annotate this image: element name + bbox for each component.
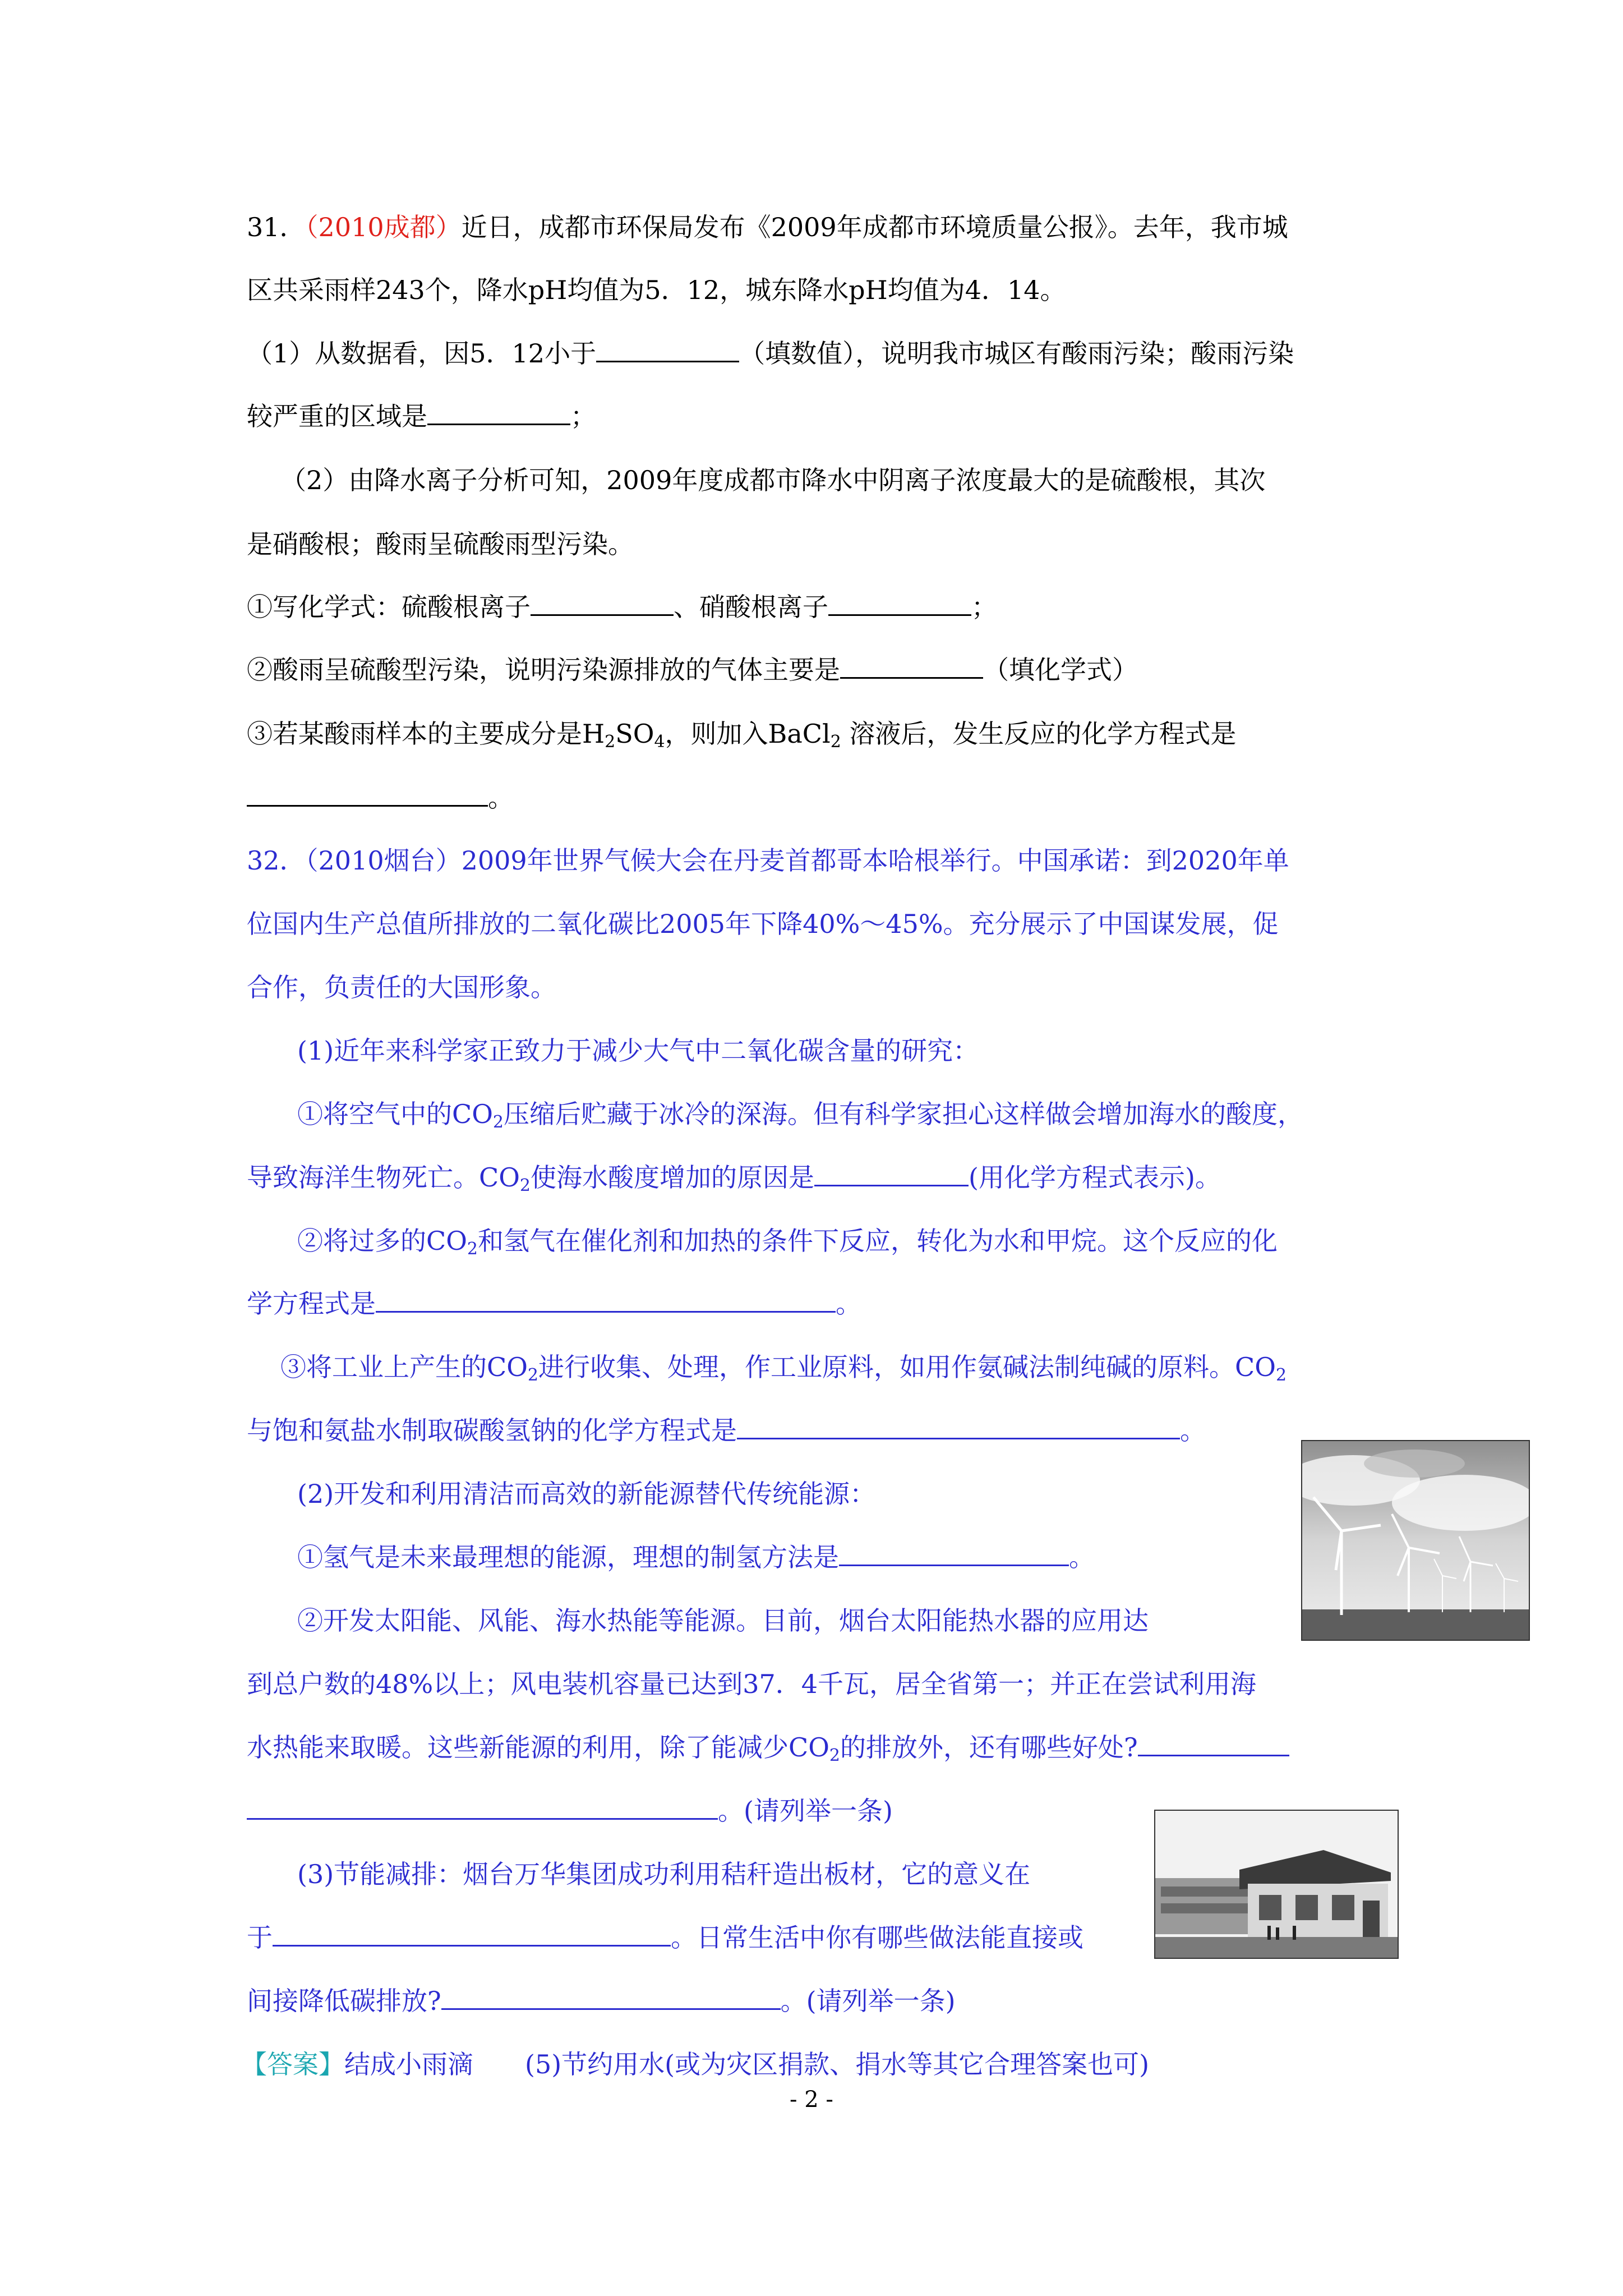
answer-blank[interactable] (376, 1289, 836, 1313)
q31-source: （2010成都） (305, 212, 462, 242)
wind-turbines-image (1302, 1441, 1529, 1640)
q31-line-8: ②酸雨呈硫酸型污染，说明污染源排放的气体主要是 （填化学式） (247, 655, 1138, 685)
answer-blank[interactable] (596, 338, 739, 362)
answer-blank[interactable] (839, 1542, 1069, 1566)
q32-line-13: ②开发太阳能、风能、海水热能等能源。目前，烟台太阳能热水器的应用达 (297, 1605, 1149, 1636)
wind-turbines-photo (1301, 1440, 1530, 1641)
answer-line: 【答案】结成小雨滴 (5)节约用水(或为灾区捐款、捐水等其它合理答案也可) (241, 2049, 1150, 2079)
answer-blank[interactable] (840, 655, 983, 679)
answer-blank[interactable] (531, 592, 674, 616)
q31-line-5: （2）由降水离子分析可知，2009年度成都市降水中阴离子浓度最大的是硫酸根，其次 (280, 465, 1266, 495)
q31-line-10: 。 (247, 781, 1387, 815)
q32-line-17: (3)节能减排：烟台万华集团成功利用秸秆造出板材，它的意义在 (297, 1859, 1031, 1889)
q32-line-18: 于 。日常生活中你有哪些做法能直接或 (247, 1922, 1083, 1953)
q32-line-4: (1)近年来科学家正致力于减少大气中二氧化碳含量的研究： (297, 1036, 979, 1066)
q32-line-9: ③将工业上产生的$CO_2$进行收集、处理，作工业原料，如用作氨碱法制纯碱的原料。$CO_2$ (280, 1352, 1287, 1385)
q31-line-1: 31．（2010成都）近日，成都市环保局发布《2009年成都市环境质量公报》。去年，我市城 (247, 212, 1288, 242)
q32-line-16: 。(请列举一条) (247, 1794, 1387, 1828)
answer-blank[interactable] (737, 1415, 1180, 1439)
q32-line-3: 合作，负责任的大国形象。 (247, 972, 556, 1002)
factory-building-photo (1154, 1810, 1399, 1959)
factory-building-image (1155, 1811, 1398, 1958)
q32-line-1: 32．（2010烟台）2009年世界气候大会在丹麦首都哥本哈根举行。中国承诺：到2020年单 (247, 845, 1289, 876)
answer-blank[interactable] (814, 1162, 969, 1186)
answer-tag: 【答案】 (241, 2049, 344, 2079)
answer-blank[interactable] (247, 1796, 718, 1820)
q32-line-6: 导致海洋生物死亡。$CO_2$使海水酸度增加的原因是 (用化学方程式表示)。 (247, 1162, 1221, 1195)
answer-blank[interactable] (247, 783, 488, 807)
answer-blank[interactable] (1138, 1732, 1289, 1756)
q32-line-19: 间接降低碳排放? 。(请列举一条) (247, 1986, 956, 2016)
q31-line-4: 较严重的区域是 ； (247, 401, 596, 431)
q32-line-11: (2)开发和利用清洁而高效的新能源替代传统能源： (297, 1479, 876, 1509)
q31-line-6: 是硝酸根；酸雨呈硫酸雨型污染。 (247, 529, 634, 559)
q32-line-10: 与饱和氨盐水制取碳酸氢钠的化学方程式是 。 (247, 1415, 1206, 1446)
answer-blank[interactable] (441, 1986, 781, 2010)
answer-blank[interactable] (427, 401, 570, 425)
q31-line-7: ①写化学式：硫酸根离子 、硝酸根离子 ； (247, 592, 997, 622)
page-number: - 2 - (790, 2087, 833, 2113)
q32-line-14: 到总户数的48%以上；风电装机容量已达到37．4千瓦，居全省第一；并正在尝试利用海 (247, 1669, 1257, 1699)
answer-blank[interactable] (273, 1922, 671, 1947)
q32-line-7: ②将过多的$CO_2$和氢气在催化剂和加热的条件下反应，转化为水和甲烷。这个反应的化 (297, 1226, 1278, 1259)
q31-line-2: 区共采雨样243个，降水pH均值为5．12，城东降水pH均值为4．14。 (247, 275, 1066, 305)
q31-line-3: （1）从数据看，因5．12小于 （填数值），说明我市城区有酸雨污染；酸雨污染 (247, 338, 1294, 369)
answer-blank[interactable] (828, 592, 971, 616)
q32-line-5: ①将空气中的$CO_2$压缩后贮藏于冰冷的深海。但有科学家担心这样做会增加海水的酸度， (297, 1099, 1304, 1132)
q32-line-2: 位国内生产总值所排放的二氧化碳比2005年下降40%～45%。充分展示了中国谋发展，促 (247, 909, 1279, 939)
q32-line-15: 水热能来取暖。这些新能源的利用，除了能减少$CO_2$的排放外，还有哪些好处? (247, 1731, 1387, 1764)
q32-line-8: 学方程式是 。 (247, 1289, 861, 1319)
q31-line-9: ③若某酸雨样本的主要成分是$H_2SO_4$，则加入BaCl$_2$ 溶液后，发生反应的化学方程式是 (247, 719, 1237, 752)
q32-line-12: ①氢气是未来最理想的能源，理想的制氢方法是 。 (297, 1542, 1095, 1572)
